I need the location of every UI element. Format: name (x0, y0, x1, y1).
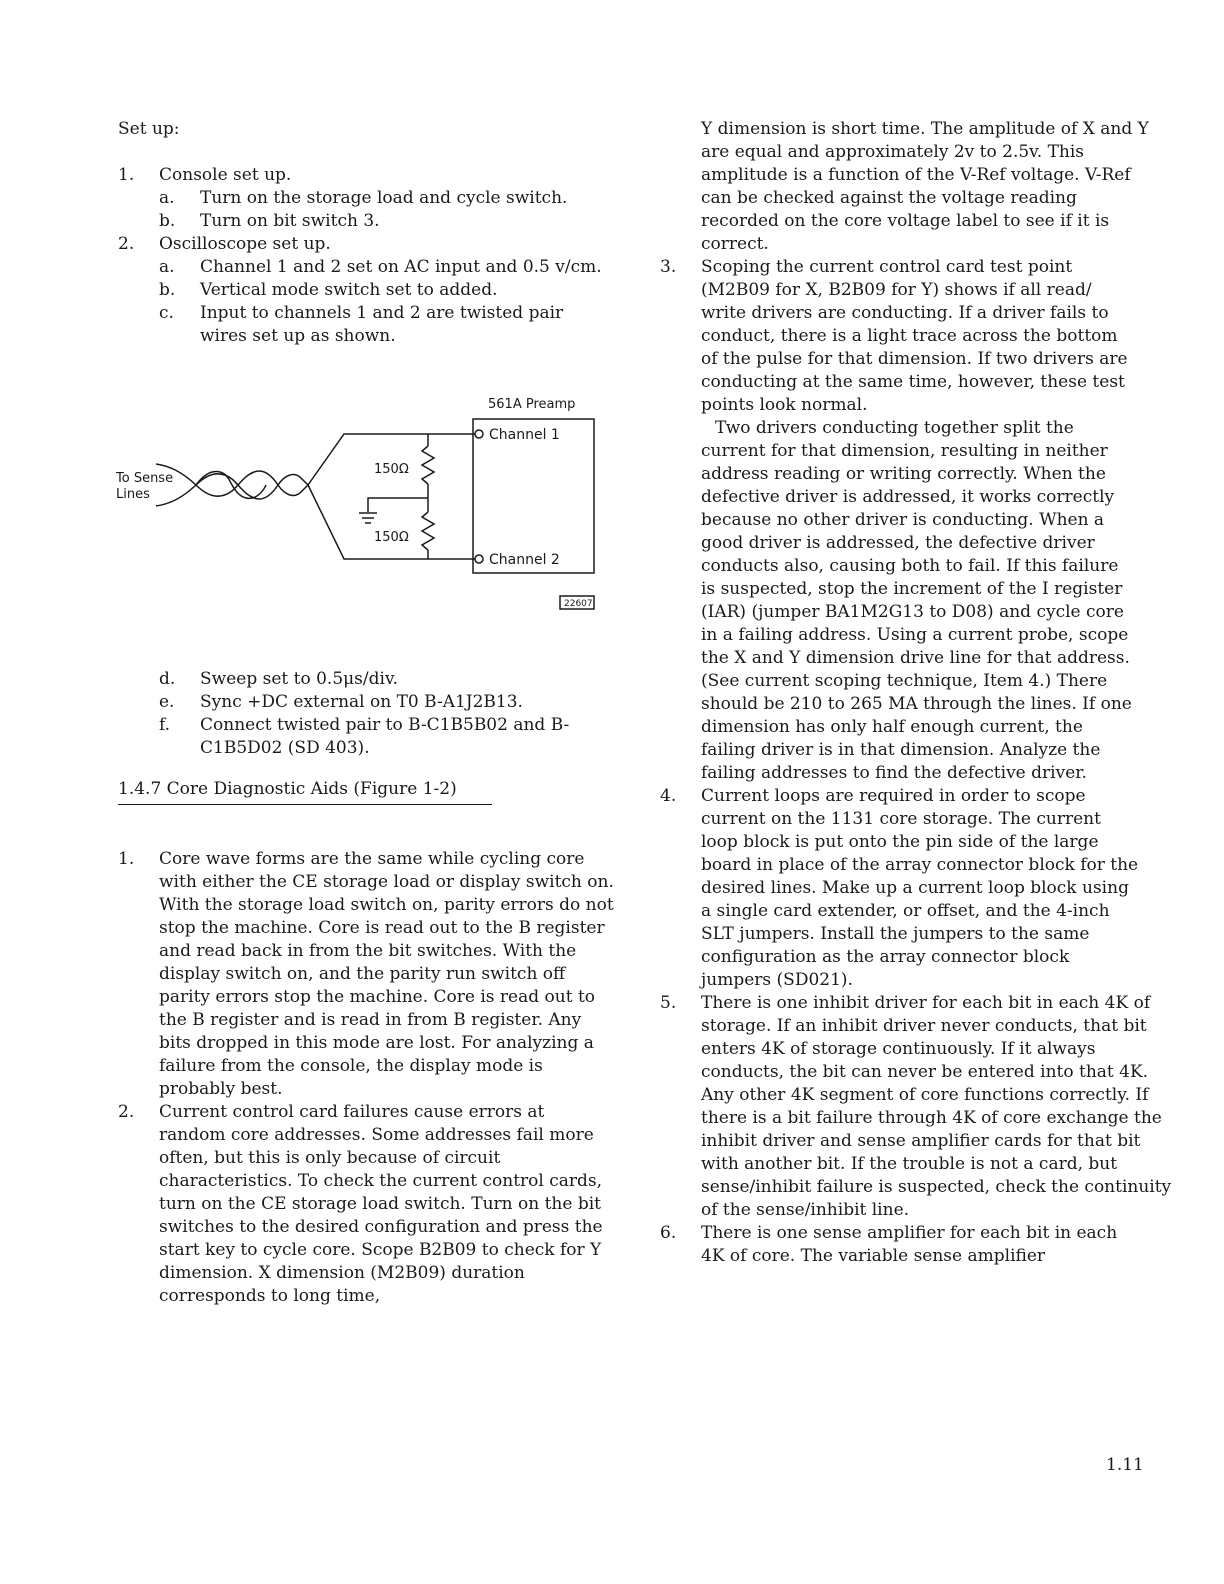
list-item (660, 256, 1180, 785)
ground-wire (368, 498, 428, 512)
bottom-wire (308, 485, 475, 559)
section-heading (118, 778, 492, 805)
sub-letter: e. (159, 692, 175, 712)
item-number: 2. (118, 234, 135, 254)
item-number: 1. (118, 165, 135, 185)
preamp-label: 561A Preamp (488, 397, 576, 412)
item-text: Current loops are required in order to scope current on the 1131 core storage. The current loop block is put onto the pin side of the large board in place of the array connector block for the desired lines. Make up a current loop block using a single card extender, or offset, and the 4-inch SLT jumpers. Install the jumpers to the same configuration as the array connector block jumpers (SD021). (701, 786, 1139, 990)
item-text: Scoping the current control card test point (M2B09 for X, B2B09 for Y) shows if all read/ write drivers are conducting. If a driver fails to conduct, there is a light trace across the bottom of the pulse for that dimension. If two drivers are conducting at the same time, however, these test points look normal. (701, 257, 1128, 415)
item-text: Console set up. (159, 165, 292, 185)
list-item (660, 1222, 1180, 1268)
sub-text: Turn on the storage load and cycle switch. (200, 188, 568, 208)
scope-wiring-diagram (112, 386, 612, 631)
list-item (660, 785, 1180, 992)
channel2-label: Channel 2 (489, 552, 560, 568)
item-number: 6. (660, 1223, 677, 1243)
sub-text: Sync +DC external on T0 B-A1J2B13. (200, 692, 523, 712)
sub-item (159, 256, 628, 279)
section-heading-text: 1.4.7 Core Diagnostic Aids (Figure 1-2) (118, 779, 457, 799)
sub-item (159, 187, 628, 210)
resistor-bottom (422, 512, 434, 550)
sub-text: Channel 1 and 2 set on AC input and 0.5 v/cm. (200, 257, 602, 277)
sub-text: Sweep set to 0.5μs/div. (200, 669, 398, 689)
item-text: Core wave forms are the same while cycling core with either the CE storage load or display switch on. With the storage load switch on, parity errors do not stop the machine. Core is read out to the B register and read back in from the bit switches. With the display switch on, and the parity run switch off parity errors stop the machine. Core is read out to the B register and is read in from B register. Any bits dropped in this mode are lost. For analyzing a failure from the console, the display mode is probably best. (159, 849, 614, 1099)
setup-item (118, 233, 628, 256)
sub-item (159, 302, 579, 348)
resistor-top-label: 150Ω (374, 462, 409, 477)
left-column (118, 118, 628, 1308)
item-number: 2. (118, 1102, 135, 1122)
channel1-label: Channel 1 (489, 427, 560, 443)
top-wire (308, 434, 475, 485)
list-item (118, 848, 628, 1101)
sub-item (159, 668, 628, 691)
twisted-pair (156, 474, 308, 506)
sub-letter: c. (159, 303, 174, 323)
channel2-terminal (475, 555, 483, 563)
item-text: There is one inhibit driver for each bit in each 4K of storage. If an inhibit driver never conducts, that bit enters 4K of storage continuously. If it always conducts, the bit can never be entered into that 4K. Any other 4K segment of core functions correctly. If there is a bit failure through 4K of core exchange the inhibit driver and sense amplifier cards for that bit with another bit. If the trouble is not a card, but sense/inhibit failure is suspected, check the continuity of the sense/inhibit line. (701, 993, 1172, 1220)
sub-text: Connect twisted pair to B-C1B5B02 and B-C1B5D02 (SD 403). (200, 715, 570, 758)
sub-text: Vertical mode switch set to added. (200, 280, 498, 300)
right-column (660, 118, 1180, 1268)
sub-letter: b. (159, 280, 176, 300)
setup-item (118, 164, 628, 187)
twisted-pair (196, 472, 266, 499)
item-number: 3. (660, 257, 677, 277)
sub-letter: a. (159, 257, 175, 277)
item-number: 5. (660, 993, 677, 1013)
sub-item (159, 691, 628, 714)
sub-letter: a. (159, 188, 175, 208)
item-number: 4. (660, 786, 677, 806)
channel1-terminal (475, 430, 483, 438)
sub-letter: f. (159, 715, 171, 735)
item-text: Oscilloscope set up. (159, 234, 331, 254)
page-number: 1.11 (1106, 1455, 1144, 1475)
item-text: Current control card failures cause errors at random core addresses. Some addresses fail more often, but this is only because of circuit characteristics. To check the current control cards, turn on the CE storage load switch. Turn on the bit switches to the desired configuration and press the start key to cycle core. Scope B2B09 to check for Y dimension. X dimension (M2B09) duration corresponds to long time, (159, 1102, 603, 1306)
item-number: 1. (118, 849, 135, 869)
item-text: There is one sense amplifier for each bit in each 4K of core. The variable sense amplifier (701, 1223, 1118, 1266)
sub-text: Turn on bit switch 3. (200, 211, 380, 231)
sub-text: Input to channels 1 and 2 are twisted pair wires set up as shown. (200, 303, 564, 346)
continuation-paragraph (660, 118, 1180, 256)
figure-id: 22607 (564, 599, 593, 609)
resistor-bottom-label: 150Ω (374, 530, 409, 545)
sub-item (159, 210, 628, 233)
sense-lines-label: Lines (116, 487, 150, 502)
item-body (701, 256, 1180, 785)
setup-label: Set up: (118, 119, 180, 139)
twisted-pair (156, 464, 308, 496)
continuation-text: Y dimension is short time. The amplitude of X and Y are equal and approximately 2v to 2.5v. This amplitude is a function of the V-Ref voltage. V-Ref can be checked against the voltage reading recorded on the core voltage label to see if it is correct. (701, 119, 1149, 254)
sub-item (159, 279, 628, 302)
indent-spacer (660, 118, 701, 256)
resistor-top (422, 446, 434, 484)
sub-letter: d. (159, 669, 176, 689)
list-item (660, 992, 1180, 1222)
item-text-paragraph: Two drivers conducting together split the current for that dimension, resulting in neither address reading or writing correctly. When the defective driver is addressed, it works correctly because no other driver is conducting. When a good driver is addressed, the defective driver conducts also, causing both to fail. If this failure is suspected, stop the increment of the I register (IAR) (jumper BA1M2G13 to D08) and cycle core in a failing address. Using a current probe, scope the X and Y dimension drive line for that address. (See current scoping technique, Item 4.) There should be 210 to 265 MA through the lines. If one dimension has only half enough current, the failing driver is in that dimension. Analyze the failing addresses to find the defective driver. (701, 418, 1132, 783)
sense-lines-label: To Sense (116, 471, 174, 486)
sub-letter: b. (159, 211, 176, 231)
list-item (118, 1101, 628, 1308)
sub-item (159, 714, 579, 760)
